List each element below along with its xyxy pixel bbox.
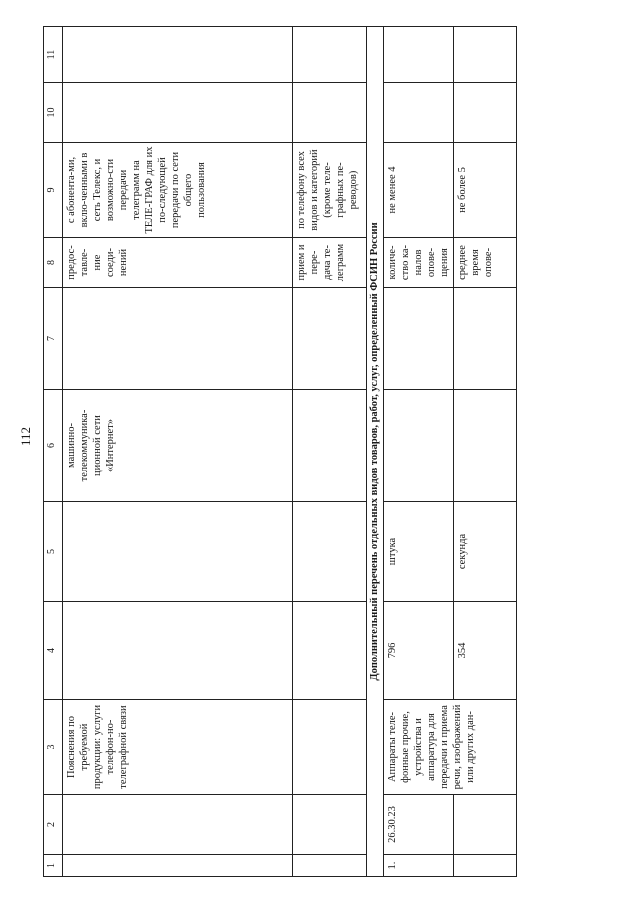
column-number-row [44,27,63,877]
characteristic-name-cell: прием и пере-дача те-леграмм [293,238,367,288]
col-num-1: 1 [44,855,63,877]
product-name-cell: Аппараты теле-фонные прочие, устройства и аппаратура для передачи и приема речи, изображений или других дан- [384,700,517,795]
col-num-5: 5 [44,502,63,602]
rotated-table-container [43,27,633,877]
product-explanation-cell: Пояснения по требуемой продукции: услуги телефон-но-телеграфной связи [63,700,293,795]
col-num-7: 7 [44,288,63,390]
characteristic-value-cell: по телефону всех видов и категорий (кроме теле-графных пе-реводов) [293,143,367,238]
okpd-code-cell: 26.30.23 [384,795,454,855]
unit-name-cell: штука [384,502,454,602]
procurement-table [43,26,517,877]
characteristic-value-cell: не более 5 [454,143,517,238]
col-num-8: 8 [44,238,63,288]
characteristic-value-cell: с абонента-ми, вклю-ченными в сеть Телекс, и возможно-сти передачи телеграмм на ТЕЛЕ-ГРАФ для их по-следующей передачи по сети общего пользования [63,143,293,238]
col-num-10: 10 [44,83,63,143]
characteristic-name-cell: среднее время опове- [454,238,517,288]
col-num-4: 4 [44,602,63,700]
characteristic-name-cell: количе-ство ка-налов оповe-щения [384,238,454,288]
col-num-3: 3 [44,700,63,795]
col-num-2: 2 [44,795,63,855]
page-number: 112 [18,426,33,446]
table-row [293,27,367,877]
section-title: Дополнительный перечень отдельных видов товаров, работ, услуг, определенный ФСИН России [367,27,384,877]
unit-code-cell: 354 [454,602,517,700]
section-header-row [367,27,384,877]
item-number-cell: 1. [384,855,454,877]
col-num-11: 11 [44,27,63,83]
table-row [63,27,293,877]
unit-code-cell: 796 [384,602,454,700]
col-num-9: 9 [44,143,63,238]
characteristic-cell: машинно-телекоммуника-ционной сети «Интернет» [63,390,293,502]
characteristic-name-cell: предос-тавле-ние соеди-нений [63,238,293,288]
table-row [384,27,454,877]
unit-name-cell: секунда [454,502,517,602]
col-num-6: 6 [44,390,63,502]
characteristic-value-cell: не менее 4 [384,143,454,238]
